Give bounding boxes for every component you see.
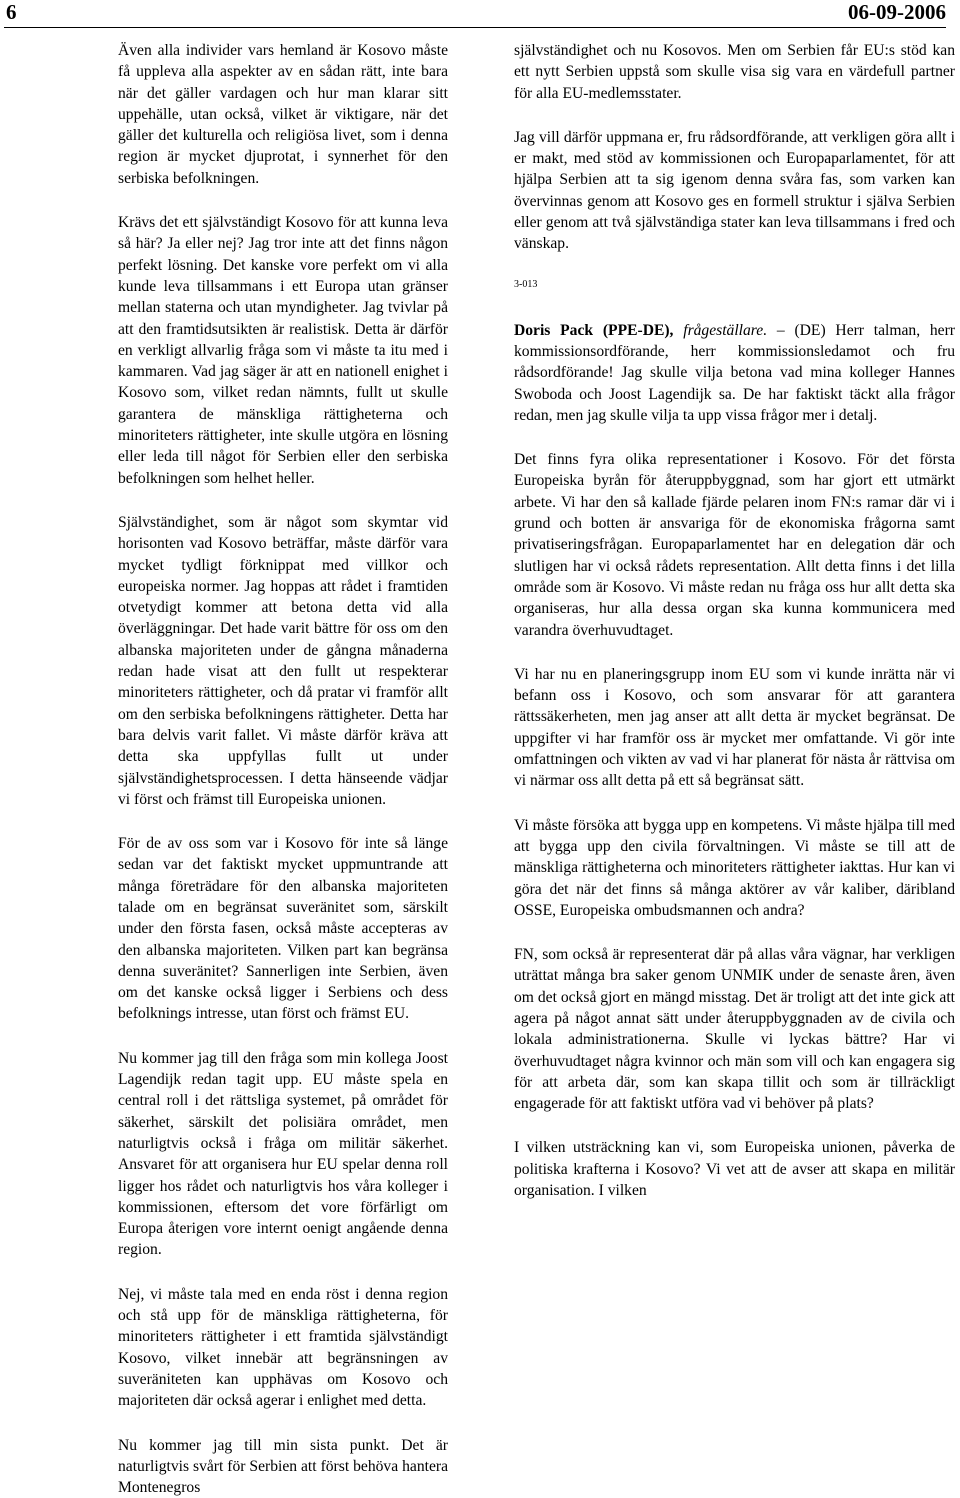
header-rule [4,27,946,28]
speaker-paragraph [514,320,955,426]
paragraph: Jag vill därför uppmana er, fru rådsordförande, att verkligen göra allt i er makt, med stöd av kommissionen och Europaparlamentet, för att hjälpa Serbien att ta sig igenom denna svåra fas, som varken kan övervinnas genom att Kosovo ges en formell struktur i själva Serbien eller genom att två självständiga stater kan leva tillsammans i fred och vänskap. [514,128,955,253]
right-column [514,40,955,1201]
paragraph: Krävs det ett självständigt Kosovo för att kunna leva så här? Ja eller nej? Jag tror inte att det finns någon perfekt lösning. Det kanske vore perfekt om vi alla kunde leva tillsammans i ett Europa utan gränser mellan staterna och utan myndigheter. Jag tvivlar på att den framtidsutsikten är realistisk. Detta är därför en verkligt allvarlig fråga som vi måste ta itu med i kammaren. Vad jag säger är att en nationell enighet i Kosovo som, vilket redan nämnts, fullt ut skulle garantera de mänskliga rättigheterna och minoriteters rättigheter, inte skulle utgöra en lösning eller leda till något för Serbien eller den serbiska befolkningen som helhet heller. [118,214,448,487]
paragraph: Vi måste försöka att bygga upp en kompetens. Vi måste hjälpa till med att bygga upp den civila förvaltningen. Vi måste se till att de mänskliga rättigheterna och minoriteters rättigheter iakttas. Hur kan vi göra det när det finns så många aktörer av vår kaliber, däribland OSSE, Europeiska ombudsmannen och andra? [514,816,955,919]
page-number: 6 [6,0,17,24]
paragraph: För de av oss som var i Kosovo för inte så länge sedan var det faktiskt mycket uppmuntrande att många företrädare för den albanska majoriteten talade om en begränsat suveränitet som, särskilt under den första fasen, också måste accepteras av den albanska majoriteten. Vilken part kan begränsa denna suveränitet? Sannerligen inte Serbien, även om det kanske också ligger i Serbiens och dess befolknings intresse, utan först och främst EU. [118,835,448,1023]
paragraph: Vi har nu en planeringsgrupp inom EU som vi kunde inrätta när vi befann oss i Kosovo, och som ansvarar för att garantera rättssäkerheten, men jag anser att allt detta är mycket begränsat. De uppgifter vi har framför oss är mycket mer omfattande. Vi gör inte omfattningen och vikten av vad vi har planerat för nästa år rättvisa om vi närmar oss allt detta på ett så begränsat sätt. [514,665,955,790]
left-column [118,40,448,1498]
speaker-text: – (DE) Herr talman, herr kommissionsordförande, herr kommissionsledamot och fru rådsordförande! Jag skulle vilja betona vad mina kolleger Hannes Swoboda och Joost Lagendijk sa. De har faktiskt täckt alla frågor redan, men jag skulle vilja ta upp vissa frågor mer i detalj. [514,321,955,424]
paragraph: självständighet och nu Kosovos. Men om Serbien får EU:s stöd kan ett nytt Serbien uppstå som skulle visa sig vara en värdefull partner för alla EU-medlemsstater. [514,42,955,102]
paragraph: Det finns fyra olika representationer i Kosovo. För det första Europeiska byrån för återuppbyggnad, som har gjort ett utmärkt arbete. Vi har den så kallade fjärde pelaren inom FN:s ramar där vi i grund och botten är ansvariga för de ekonomiska frågorna samt privatiseringsfrågan. Europaparlamentet har en delegation där och slutligen har vi också rådets representation. Allt detta finns i det lilla område som är Kosovo. Vi måste redan nu fråga oss hur allt detta ska organiseras, hur alla dessa organ ska kunna kommunicera med varandra överhuvudtaget. [514,451,955,639]
paragraph: I vilken utsträckning kan vi, som Europeiska unionen, påverka de politiska krafterna i Kosovo? Vi vet att de avser att skapa en militär organisation. I vilken [514,1139,955,1200]
session-date: 06-09-2006 [848,0,946,24]
reference-number: 3-013 [514,278,538,290]
paragraph: Nej, vi måste tala med en enda röst i denna region och stå upp för de mänskliga rättigheterna, för minoriteters rättigheter i ett framtida självständigt Kosovo, vilket innebär att begränsningen av suveräniteten kan upphävas om Kosovo och majoriteten där också agerar i enlighet med detta. [118,1285,448,1410]
paragraph: Självständighet, som är något som skymtar vid horisonten vad Kosovo beträffar, måste därför vara mycket tydligt förknippat med villkor och europeiska normer. Jag hoppas att rådet i framtiden otvetydigt kommer att betona detta vid alla överläggningar. Det hade varit bättre för oss om den albanska majoriteten under de gångna månaderna redan hade visat att den fullt ut respekterar minoriteters rättigheter, och då pratar vi framför allt om den serbiska befolkningens rättigheter. Detta har bara delvis varit fallet. Vi måste därför kräva att detta ska uppfyllas fullt ut under självständighetsprocessen. I detta hänseende vädjar vi först och främst till Europeiska unionen. [118,513,448,808]
page-header [4,0,946,25]
speaker-role: frågeställare. [683,321,768,339]
paragraph: Nu kommer jag till min sista punkt. Det är naturligtvis svårt för Serbien att först behöva hantera Montenegros [118,1436,448,1497]
paragraph: FN, som också är representerat där på allas våra vägnar, har verkligen uträttat många bra saker genom UNMIK under de senaste åren, även om det också gjort en mängd misstag. Det är troligt att det inte gick att agera på något annat sätt under återuppbyggnaden av de civila och lokala administrationerna. Skulle vi lyckas bättre? Har vi överhuvudtaget några kvinnor och män som vill och kan engagera sig för att arbeta där, som kan skapa tillit och som är tillräckligt engagerade för att faktiskt utföra vad vi behöver på plats? [514,946,955,1113]
paragraph: Nu kommer jag till den fråga som min kollega Joost Lagendijk redan tagit upp. EU måste spela en central roll i det rättsliga systemet, på området för säkerhet, särskilt det polisiära området, men naturligtvis också i fråga om militär säkerhet. Ansvaret för att organisera hur EU spelar denna roll ligger hos rådet och naturligtvis hos våra kolleger i kommissionen, eftersom det vore förfärligt om Europa återigen vore internt oenigt angående denna region. [118,1049,448,1259]
speaker-name: Doris Pack (PPE-DE), [514,321,674,339]
paragraph: Även alla individer vars hemland är Kosovo måste få uppleva alla aspekter av en sådan rätt, inte bara när det gäller vardagen och hur man klarar sitt uppehälle, utan också, vilket är viktigare, när det gäller det kulturella och religiösa livet, som i denna region är mycket djuprotat, i synnerhet för den serbiska befolkningen. [118,42,448,187]
